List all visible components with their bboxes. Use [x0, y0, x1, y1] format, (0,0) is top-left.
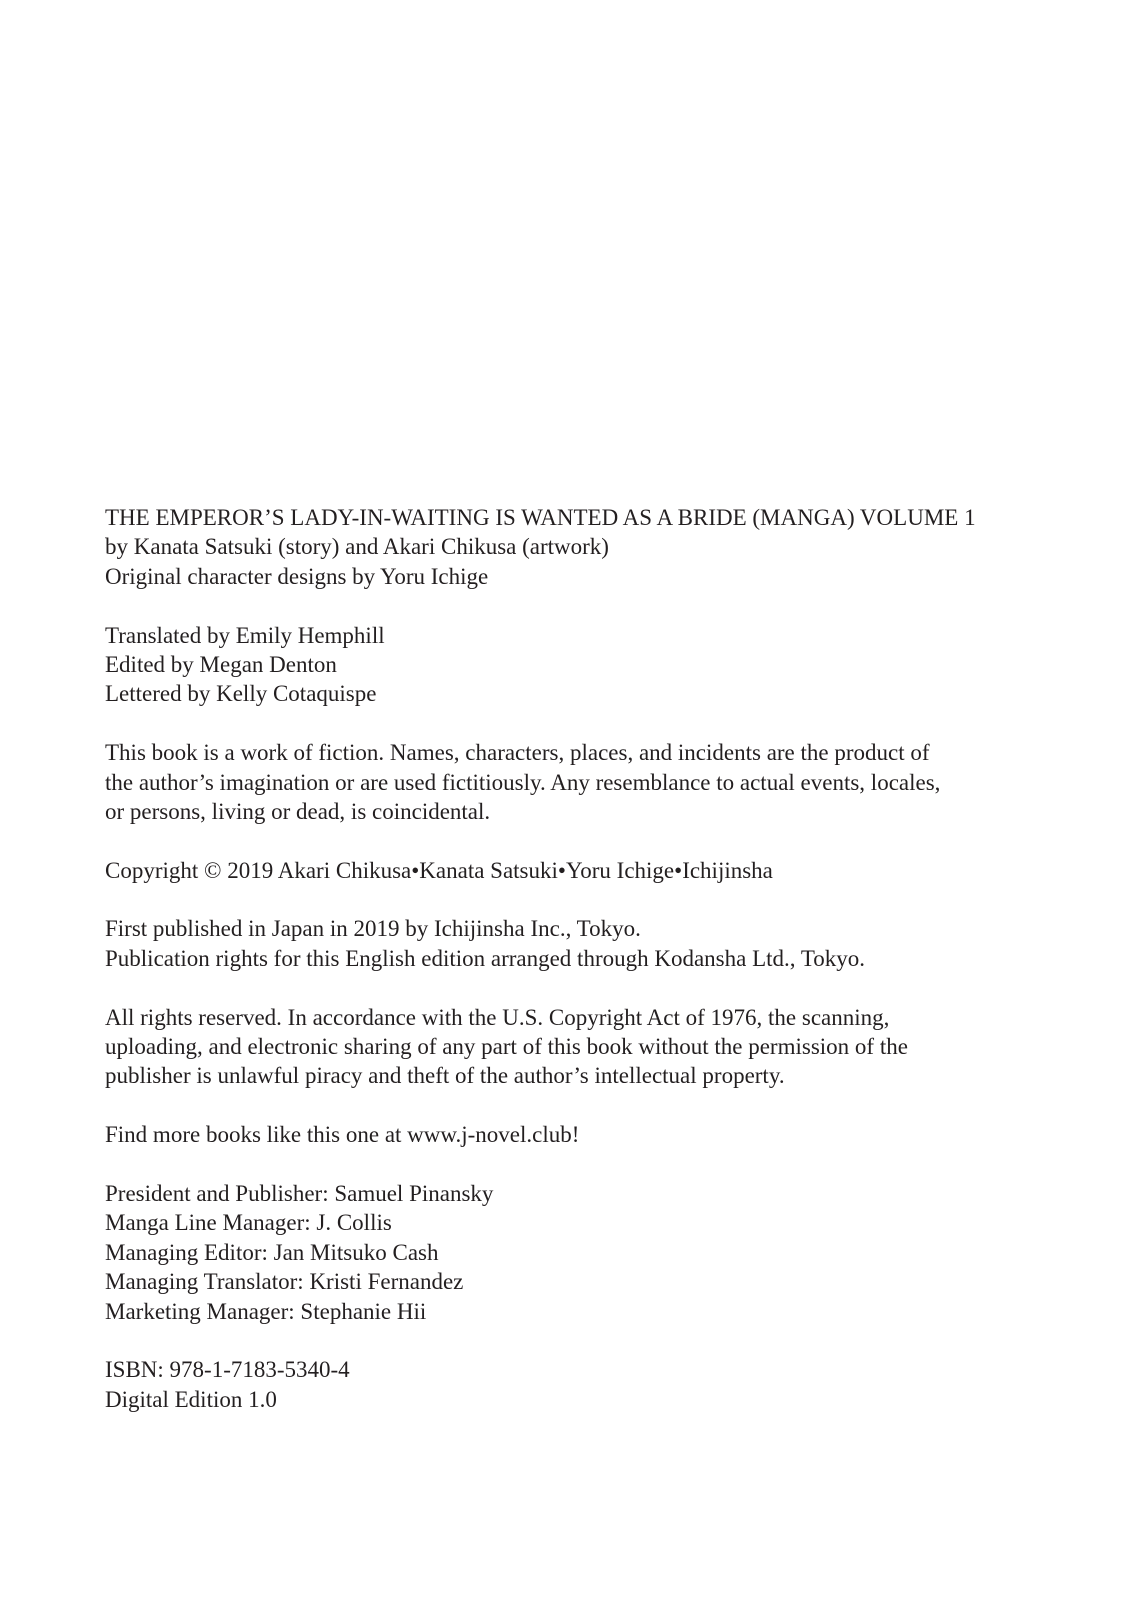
first-published-statement: First published in Japan in 2019 by Ichijinsha Inc., Tokyo. [105, 916, 641, 942]
spacer [105, 591, 1105, 620]
translator-credit: Translated by Emily Hemphill [105, 622, 385, 648]
disclaimer-line: or persons, living or dead, is coincidental. [105, 798, 491, 824]
rights-reserved-line: uploading, and electronic sharing of any part of this book without the permission of the [105, 1034, 908, 1060]
copyright-text-block [105, 503, 1105, 1414]
rights-reserved-line: All rights reserved. In accordance with the U.S. Copyright Act of 1976, the scanning, [105, 1004, 890, 1030]
disclaimer-line: the author’s imagination or are used fictitiously. Any resemblance to actual events, locales, [105, 769, 941, 795]
character-designs-credit: Original character designs by Yoru Ichige [105, 563, 489, 589]
president-credit: President and Publisher: Samuel Pinansky [105, 1180, 494, 1206]
editor-credit: Edited by Megan Denton [105, 651, 337, 677]
managing-translator-credit: Managing Translator: Kristi Fernandez [105, 1269, 464, 1295]
find-more-books: Find more books like this one at www.j-novel.club! [105, 1122, 580, 1148]
book-title: THE EMPEROR’S LADY-IN-WAITING IS WANTED AS A BRIDE (MANGA) VOLUME 1 [105, 505, 976, 530]
line-manager-credit: Manga Line Manager: J. Collis [105, 1210, 392, 1236]
spacer [105, 1091, 1105, 1120]
digital-edition: Digital Edition 1.0 [105, 1386, 277, 1412]
spacer [105, 973, 1105, 1002]
isbn: ISBN: 978-1-7183-5340-4 [105, 1357, 350, 1383]
marketing-manager-credit: Marketing Manager: Stephanie Hii [105, 1298, 427, 1324]
copyright-notice: Copyright © 2019 Akari Chikusa•Kanata Satsuki•Yoru Ichige•Ichijinsha [105, 857, 773, 883]
disclaimer-line: This book is a work of fiction. Names, characters, places, and incidents are the product of [105, 740, 930, 766]
spacer [105, 1150, 1105, 1179]
spacer [105, 709, 1105, 738]
rights-reserved-line: publisher is unlawful piracy and theft of the author’s intellectual property. [105, 1063, 785, 1089]
letterer-credit: Lettered by Kelly Cotaquispe [105, 681, 377, 707]
byline: by Kanata Satsuki (story) and Akari Chikusa (artwork) [105, 534, 609, 560]
publication-rights-statement: Publication rights for this English edition arranged through Kodansha Ltd., Tokyo. [105, 945, 866, 971]
managing-editor-credit: Managing Editor: Jan Mitsuko Cash [105, 1239, 439, 1265]
spacer [105, 1326, 1105, 1355]
spacer [105, 885, 1105, 914]
spacer [105, 826, 1105, 855]
